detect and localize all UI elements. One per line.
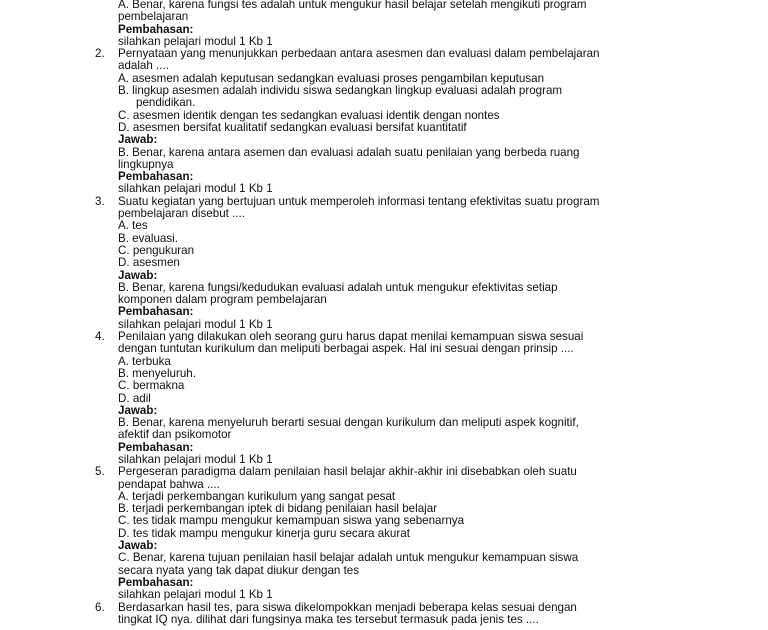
question-line [0, 602, 768, 614]
question-line [0, 48, 768, 60]
question-line: adalah .... [118, 59, 169, 73]
option-line: C. asesmen identik dengan tes sedangkan evaluasi identik dengan nontes [118, 108, 500, 122]
question-number: 2. [95, 47, 105, 61]
pembahasan-label: Pembahasan: [118, 305, 194, 319]
option-line: A. terjadi perkembangan kurikulum yang sangat pesat [118, 489, 396, 503]
pembahasan-label: Pembahasan: [118, 440, 194, 454]
answer-line: C. Benar, karena tujuan penilaian hasil belajar adalah untuk mengukur kemampuan siswa [118, 551, 579, 565]
answer-line: pembelajaran [118, 10, 189, 24]
option-line: C. bermakna [118, 379, 185, 393]
option-line: B. lingkup asesmen adalah individu siswa sedangkan lingkup evaluasi adalah program [118, 84, 563, 98]
answer-line: B. Benar, karena fungsi/kedudukan evaluasi adalah untuk mengukur efektivitas setiap [118, 280, 558, 294]
answer-line: B. Benar, karena antara asemen dan evaluasi adalah suatu penilaian yang berbeda ruang [118, 145, 580, 159]
question-text: Berdasarkan hasil tes, para siswa dikelompokkan menjadi beberapa kelas sesuai dengan [118, 600, 577, 614]
answer-line: lingkupnya [118, 157, 174, 171]
answer-line: A. Benar, karena fungsi tes adalah untuk mengukur hasil belajar setelah mengikuti program [118, 0, 587, 11]
question-number: 3. [95, 194, 105, 208]
pembahasan-text: silahkan pelajari modul 1 Kb 1 [118, 588, 273, 602]
answer-line: secara nyata yang tak dapat diukur dengan tes [118, 563, 360, 577]
question-line: tingkat IQ nya. dilihat dari fungsinya maka tes tersebut termasuk pada jenis tes .... [118, 612, 539, 626]
option-line: B. menyeluruh. [118, 366, 196, 380]
option-line: D. tes tidak mampu mengukur kinerja guru secara akurat [118, 526, 410, 540]
question-line: dengan tuntutan kurikulum dan meliputi berbagai aspek. Hal ini sesuai dengan prinsip .... [118, 342, 574, 356]
option-line: C. pengukuran [118, 243, 195, 257]
question-line: pembelajaran disebut .... [118, 207, 245, 221]
pembahasan-text: silahkan pelajari modul 1 Kb 1 [118, 182, 273, 196]
pembahasan-text: silahkan pelajari modul 1 Kb 1 [118, 317, 273, 331]
option-line: A. tes [118, 219, 148, 233]
jawab-label: Jawab: [118, 539, 158, 553]
pembahasan-label: Pembahasan: [118, 22, 194, 36]
question-text: Penilaian yang dilakukan oleh seorang guru harus dapat menilai kemampuan siswa sesuai [118, 330, 584, 344]
option-line: A. asesmen adalah keputusan sedangkan evaluasi proses pengambilan keputusan [118, 71, 545, 85]
option-line: pendidikan. [136, 96, 196, 110]
option-line: A. terbuka [118, 354, 171, 368]
pembahasan-text: silahkan pelajari modul 1 Kb 1 [118, 34, 273, 48]
option-line: D. adil [118, 391, 151, 405]
question-line [0, 466, 768, 478]
question-line [0, 196, 768, 208]
question-number: 6. [95, 600, 105, 614]
answer-line: komponen dalam program pembelajaran [118, 293, 327, 307]
question-text: Pernyataan yang menunjukkan perbedaan antara asesmen dan evaluasi dalam pembelajaran [118, 47, 600, 61]
jawab-label: Jawab: [118, 403, 158, 417]
answer-line: afektif dan psikomotor [118, 428, 232, 442]
pembahasan-label: Pembahasan: [118, 170, 194, 184]
question-text: Suatu kegiatan yang bertujuan untuk memperoleh informasi tentang efektivitas suatu program [118, 194, 600, 208]
jawab-label: Jawab: [118, 268, 158, 282]
pembahasan-label: Pembahasan: [118, 575, 194, 589]
jawab-label: Jawab: [118, 133, 158, 147]
question-line: pendapat bahwa .... [118, 477, 220, 491]
option-line: D. asesmen [118, 256, 180, 270]
option-line: B. evaluasi. [118, 231, 178, 245]
option-line: C. tes tidak mampu mengukur kemampuan siswa yang sebenarnya [118, 514, 465, 528]
question-text: Pergeseran paradigma dalam penilaian hasil belajar akhir-akhir ini disebabkan oleh suatu [118, 465, 577, 479]
answer-line: B. Benar, karena menyeluruh berarti sesuai dengan kurikulum dan meliputi aspek kognitif, [118, 416, 579, 430]
option-line: B. terjadi perkembangan iptek di bidang penilaian hasil belajar [118, 502, 438, 516]
option-line: D. asesmen bersifat kualitatif sedangkan evaluasi bersifat kuantitatif [118, 120, 467, 134]
question-number: 5. [95, 465, 105, 479]
question-number: 4. [95, 330, 105, 344]
pembahasan-text: silahkan pelajari modul 1 Kb 1 [118, 452, 273, 466]
